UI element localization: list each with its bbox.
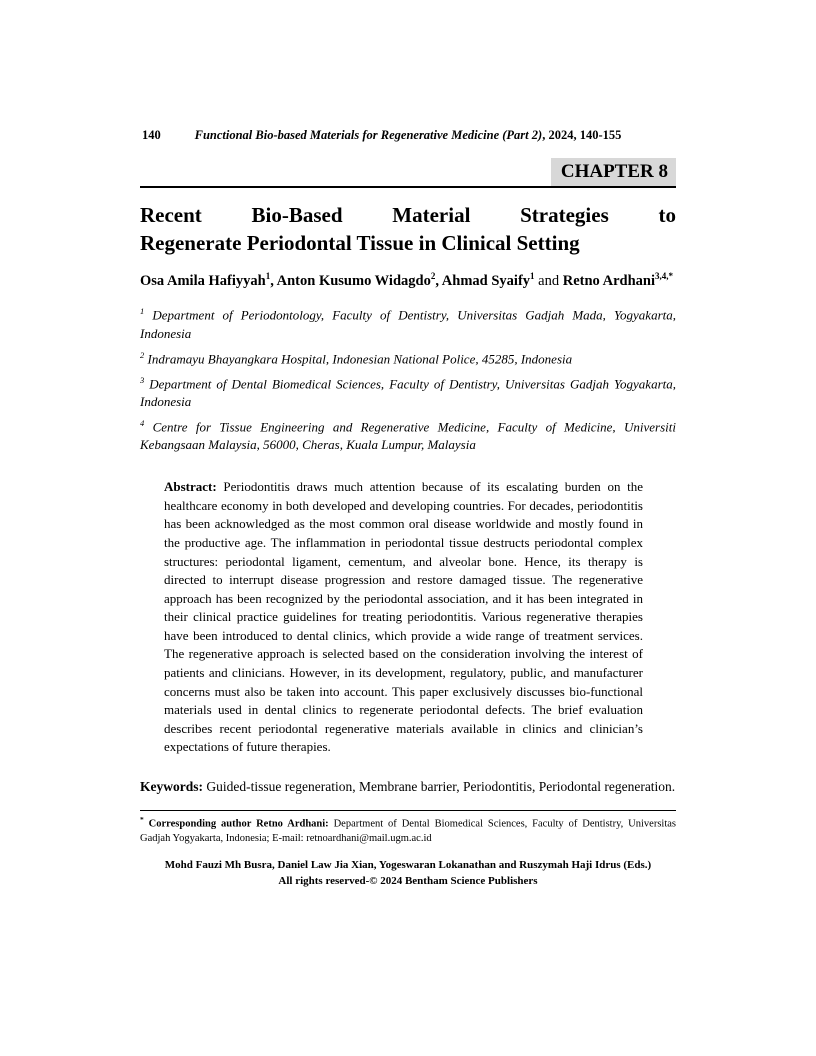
affiliation: $^1$ Department of Periodontology, Faculty of Dentistry, Universitas Gadjah Mada, Yogyakarta, Indonesia (140, 306, 676, 341)
footnote-label: Corresponding author Retno Ardhani: (148, 818, 329, 830)
affiliation: $^4$ Centre for Tissue Engineering and Regenerative Medicine, Faculty of Medicine, Universiti Kebangsaan Malaysia, 56000, Cheras, Kuala Lumpur, Malaysia (140, 418, 676, 453)
footnote-text: Department of Dental Biomedical Sciences, Faculty of Dentistry, Universitas Gadjah Yogyakarta, Indonesia; E-mail: retnoardhani@mail.ugm.ac.id (140, 818, 676, 844)
author: Retno Ardhani$^{3,4,*}$ (562, 271, 673, 290)
keywords (140, 778, 676, 797)
affiliations (140, 306, 676, 454)
chapter-label: CHAPTER 8 (551, 158, 676, 186)
author: Anton Kusumo Widagdo$^2$ (276, 271, 436, 290)
abstract (164, 478, 643, 757)
running-head (140, 128, 676, 146)
chapter-title-line2: Regenerate Periodontal Tissue in Clinical Setting (140, 230, 580, 255)
keywords-label: Keywords: (140, 778, 203, 794)
chapter-title-line1: Recent Bio-Based Material Strategies to (140, 203, 676, 227)
keywords-text: Guided-tissue regeneration, Membrane barrier, Periodontitis, Periodontal regeneration. (206, 778, 676, 794)
affiliation: $^3$ Department of Dental Biomedical Sciences, Faculty of Dentistry, Universitas Gadjah Yogyakarta, Indonesia (140, 374, 676, 410)
chapter-title (140, 202, 676, 257)
author-separator: , (270, 273, 277, 290)
corresponding-author-footnote (140, 815, 676, 846)
authors-line (140, 270, 676, 291)
running-title-book: Functional Bio-based Materials for Regenerative Medicine (Part 2) (194, 128, 543, 142)
editors-line: Mohd Fauzi Mh Busra, Daniel Law Jia Xian, Yogeswaran Lokanathan and Ruszymah Haji Idrus (Eds.) (164, 859, 652, 872)
page-number: 140 (142, 128, 161, 142)
page-content (140, 128, 676, 889)
rights-line: All rights reserved-© 2024 Bentham Science Publishers (278, 874, 538, 887)
author-separator: and (534, 273, 563, 290)
footnote-divider (140, 810, 676, 811)
affiliation: $^2$ Indramayu Bhayangkara Hospital, Indonesian National Police, 45285, Indonesia (140, 349, 573, 366)
running-title-citation: , 2024, 140-155 (542, 128, 622, 142)
abstract-text: Periodontitis draws much attention because of its escalating burden on the healthcare economy in both developed and developing countries. For decades, periodontitis has been acknowledged as the most common oral disease worldwide and mostly found in the productive age. The inflammation in periodontal tissue destructs periodontal complex structures: periodontal ligament, cementum, and alveolar bone. Hence, its therapy is directed to interrupt disease progression and restore damaged tissue. The regenerative approach has been recognized by the periodontal association, and it has been integrated in their clinical practice guidelines for treating periodontitis. Various regenerative therapies have been introduced to dental clinics, which provide a wide range of treatment services. The regenerative approach is selected based on the consideration involving the interest of patients and clinicians. However, in its development, regulatory, public, and manufacturer concerns must also be taken into account. This paper exclusively discusses bio-functional materials used in dental clinics to regenerate periodontal defects. The brief evaluation describes recent periodontal regenerative materials available in clinics and clinician’s expectations of future therapies. (164, 479, 643, 755)
author-separator: , (435, 273, 442, 290)
chapter-banner (140, 158, 676, 188)
footnote-marker: * (140, 815, 144, 825)
abstract-label: Abstract: (164, 479, 217, 495)
author: Osa Amila Hafiyyah$^1$ (140, 271, 271, 290)
running-title (140, 128, 676, 143)
imprint (140, 858, 676, 889)
author: Ahmad Syaify$^1$ (441, 271, 535, 290)
